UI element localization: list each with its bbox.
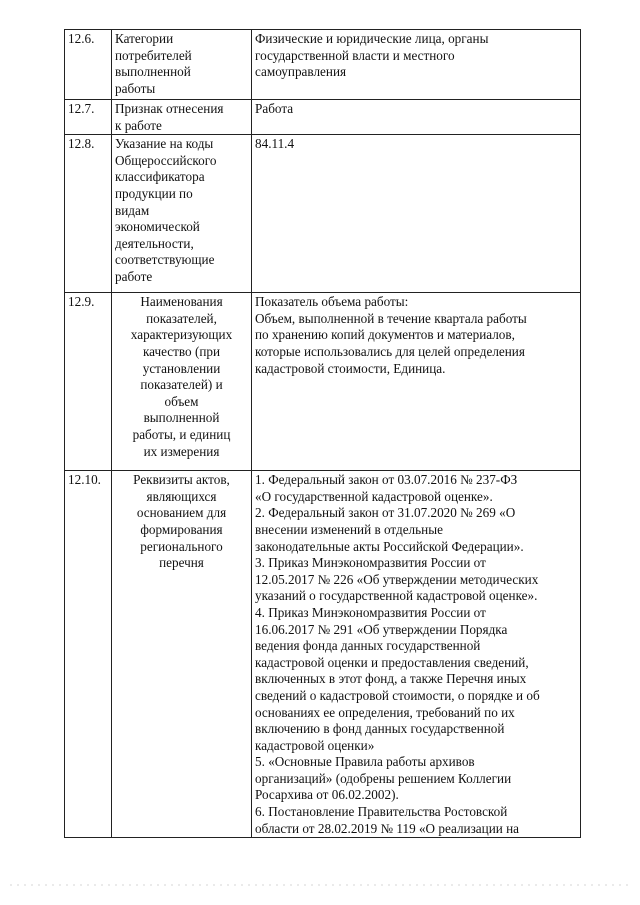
row-value-line: «О государственной кадастровой оценке».: [255, 488, 493, 504]
row-title-line: объем: [164, 393, 199, 409]
row-value-line: 16.06.2017 № 291 «Об утверждении Порядка: [255, 621, 508, 637]
row-number: 12.10.: [65, 471, 112, 838]
row-value-line: которые использовались для целей определения: [255, 343, 525, 359]
row-title-line: деятельности,: [115, 235, 194, 251]
row-title-line: работе: [115, 268, 153, 284]
table-row: [65, 30, 581, 100]
row-value-line: Показатель объема работы:: [255, 294, 409, 310]
row-value: [252, 471, 581, 838]
table-row: [65, 471, 581, 838]
row-title-line: продукции по: [115, 185, 193, 201]
row-title-line: выполненной: [143, 410, 220, 426]
row-title-line: Наименования: [140, 294, 223, 310]
row-title: [112, 135, 252, 293]
row-title-line: соответствующие: [115, 252, 215, 268]
row-title: [112, 471, 252, 838]
row-value: [252, 100, 581, 135]
row-title-line: характеризующих: [130, 327, 233, 343]
row-title-line: являющихся: [146, 488, 217, 504]
row-value-line: включенных в этот фонд, а также Перечня иных: [255, 671, 527, 687]
row-title-line: классификатора: [115, 169, 205, 185]
row-value-line: по хранению копий документов и материалов,: [255, 327, 515, 343]
row-value-line: сведений о кадастровой стоимости, о порядке и об: [255, 687, 540, 703]
row-title-line: экономической: [115, 219, 200, 235]
row-number: 12.8.: [65, 135, 112, 293]
row-title-line: Категории: [115, 31, 174, 46]
row-title-line: Общероссийского: [115, 152, 217, 168]
table-row: [65, 135, 581, 293]
row-value: [252, 30, 581, 100]
row-value-line: Росархива от 06.02.2002).: [255, 787, 399, 803]
row-title-line: регионального: [140, 538, 223, 554]
row-title-line: Реквизиты актов,: [133, 472, 230, 488]
row-value-line: самоуправления: [255, 64, 347, 80]
row-title-line: видам: [115, 202, 150, 218]
table-row: [65, 100, 581, 135]
row-value-line: Работа: [255, 101, 294, 116]
row-title-line: работы: [115, 80, 156, 96]
row-title-line: установлении: [142, 360, 221, 376]
row-value-line: основаниях ее определения, требований по их: [255, 704, 515, 720]
row-value-line: Объем, выполненной в течение квартала работы: [255, 310, 527, 326]
row-title-line: Признак отнесения: [115, 101, 224, 116]
row-value-line: Физические и юридические лица, органы: [255, 31, 489, 46]
row-value-line: кадастровой стоимости, Единица.: [255, 360, 446, 376]
row-value-line: области от 28.02.2019 № 119 «О реализации на: [255, 820, 520, 836]
document-table: [64, 29, 581, 838]
row-title-line: Указание на коды: [115, 136, 214, 152]
row-value-line: 84.11.4: [255, 136, 295, 152]
row-title-line: показателей,: [146, 310, 217, 326]
row-title-line: формирования: [140, 521, 223, 537]
row-value-line: 5. «Основные Правила работы архивов: [255, 754, 475, 770]
row-title: [112, 293, 252, 471]
row-title-line: работы, и единиц: [132, 426, 231, 442]
row-value-line: ведения фонда данных государственной: [255, 638, 481, 654]
row-title-line: перечня: [159, 555, 204, 571]
row-title-line: их измерения: [143, 443, 220, 459]
row-value-line: 3. Приказ Минэкономразвития России от: [255, 555, 486, 571]
row-number: 12.6.: [65, 30, 112, 100]
row-value-line: организаций» (одобрены решением Коллегии: [255, 770, 512, 786]
row-number: 12.7.: [65, 100, 112, 135]
row-value-line: законодательные акты Российской Федерации».: [255, 538, 524, 554]
row-title-line: качество (при: [142, 343, 221, 359]
scan-artifact-line: [10, 884, 630, 886]
row-value-line: указаний о государственной кадастровой оценке».: [255, 588, 538, 604]
row-value: [252, 135, 581, 293]
row-title-line: выполненной: [115, 64, 191, 80]
row-value-line: 2. Федеральный закон от 31.07.2020 № 269 «О: [255, 505, 516, 521]
row-title: [112, 100, 252, 135]
row-value-line: 1. Федеральный закон от 03.07.2016 № 237-ФЗ: [255, 472, 518, 488]
row-value-line: внесении изменений в отдельные: [255, 521, 443, 537]
row-title-line: основанием для: [136, 505, 227, 521]
row-value-line: кадастровой оценки»: [255, 737, 375, 753]
row-value-line: государственной власти и местного: [255, 47, 455, 63]
row-value: [252, 293, 581, 471]
row-value-line: 12.05.2017 № 226 «Об утверждении методических: [255, 571, 539, 587]
row-value-line: включению в фонд данных государственной: [255, 721, 505, 737]
row-title-line: потребителей: [115, 47, 192, 63]
row-number: 12.9.: [65, 293, 112, 471]
row-title-line: показателей) и: [140, 377, 223, 393]
table-row: [65, 293, 581, 471]
row-value-line: 4. Приказ Минэкономразвития России от: [255, 604, 486, 620]
row-title-line: к работе: [115, 117, 162, 133]
row-value-line: 6. Постановление Правительства Ростовской: [255, 804, 508, 820]
row-value-line: кадастровой оценки и предоставления сведений,: [255, 654, 529, 670]
row-title: [112, 30, 252, 100]
document-table-body: [65, 30, 581, 838]
